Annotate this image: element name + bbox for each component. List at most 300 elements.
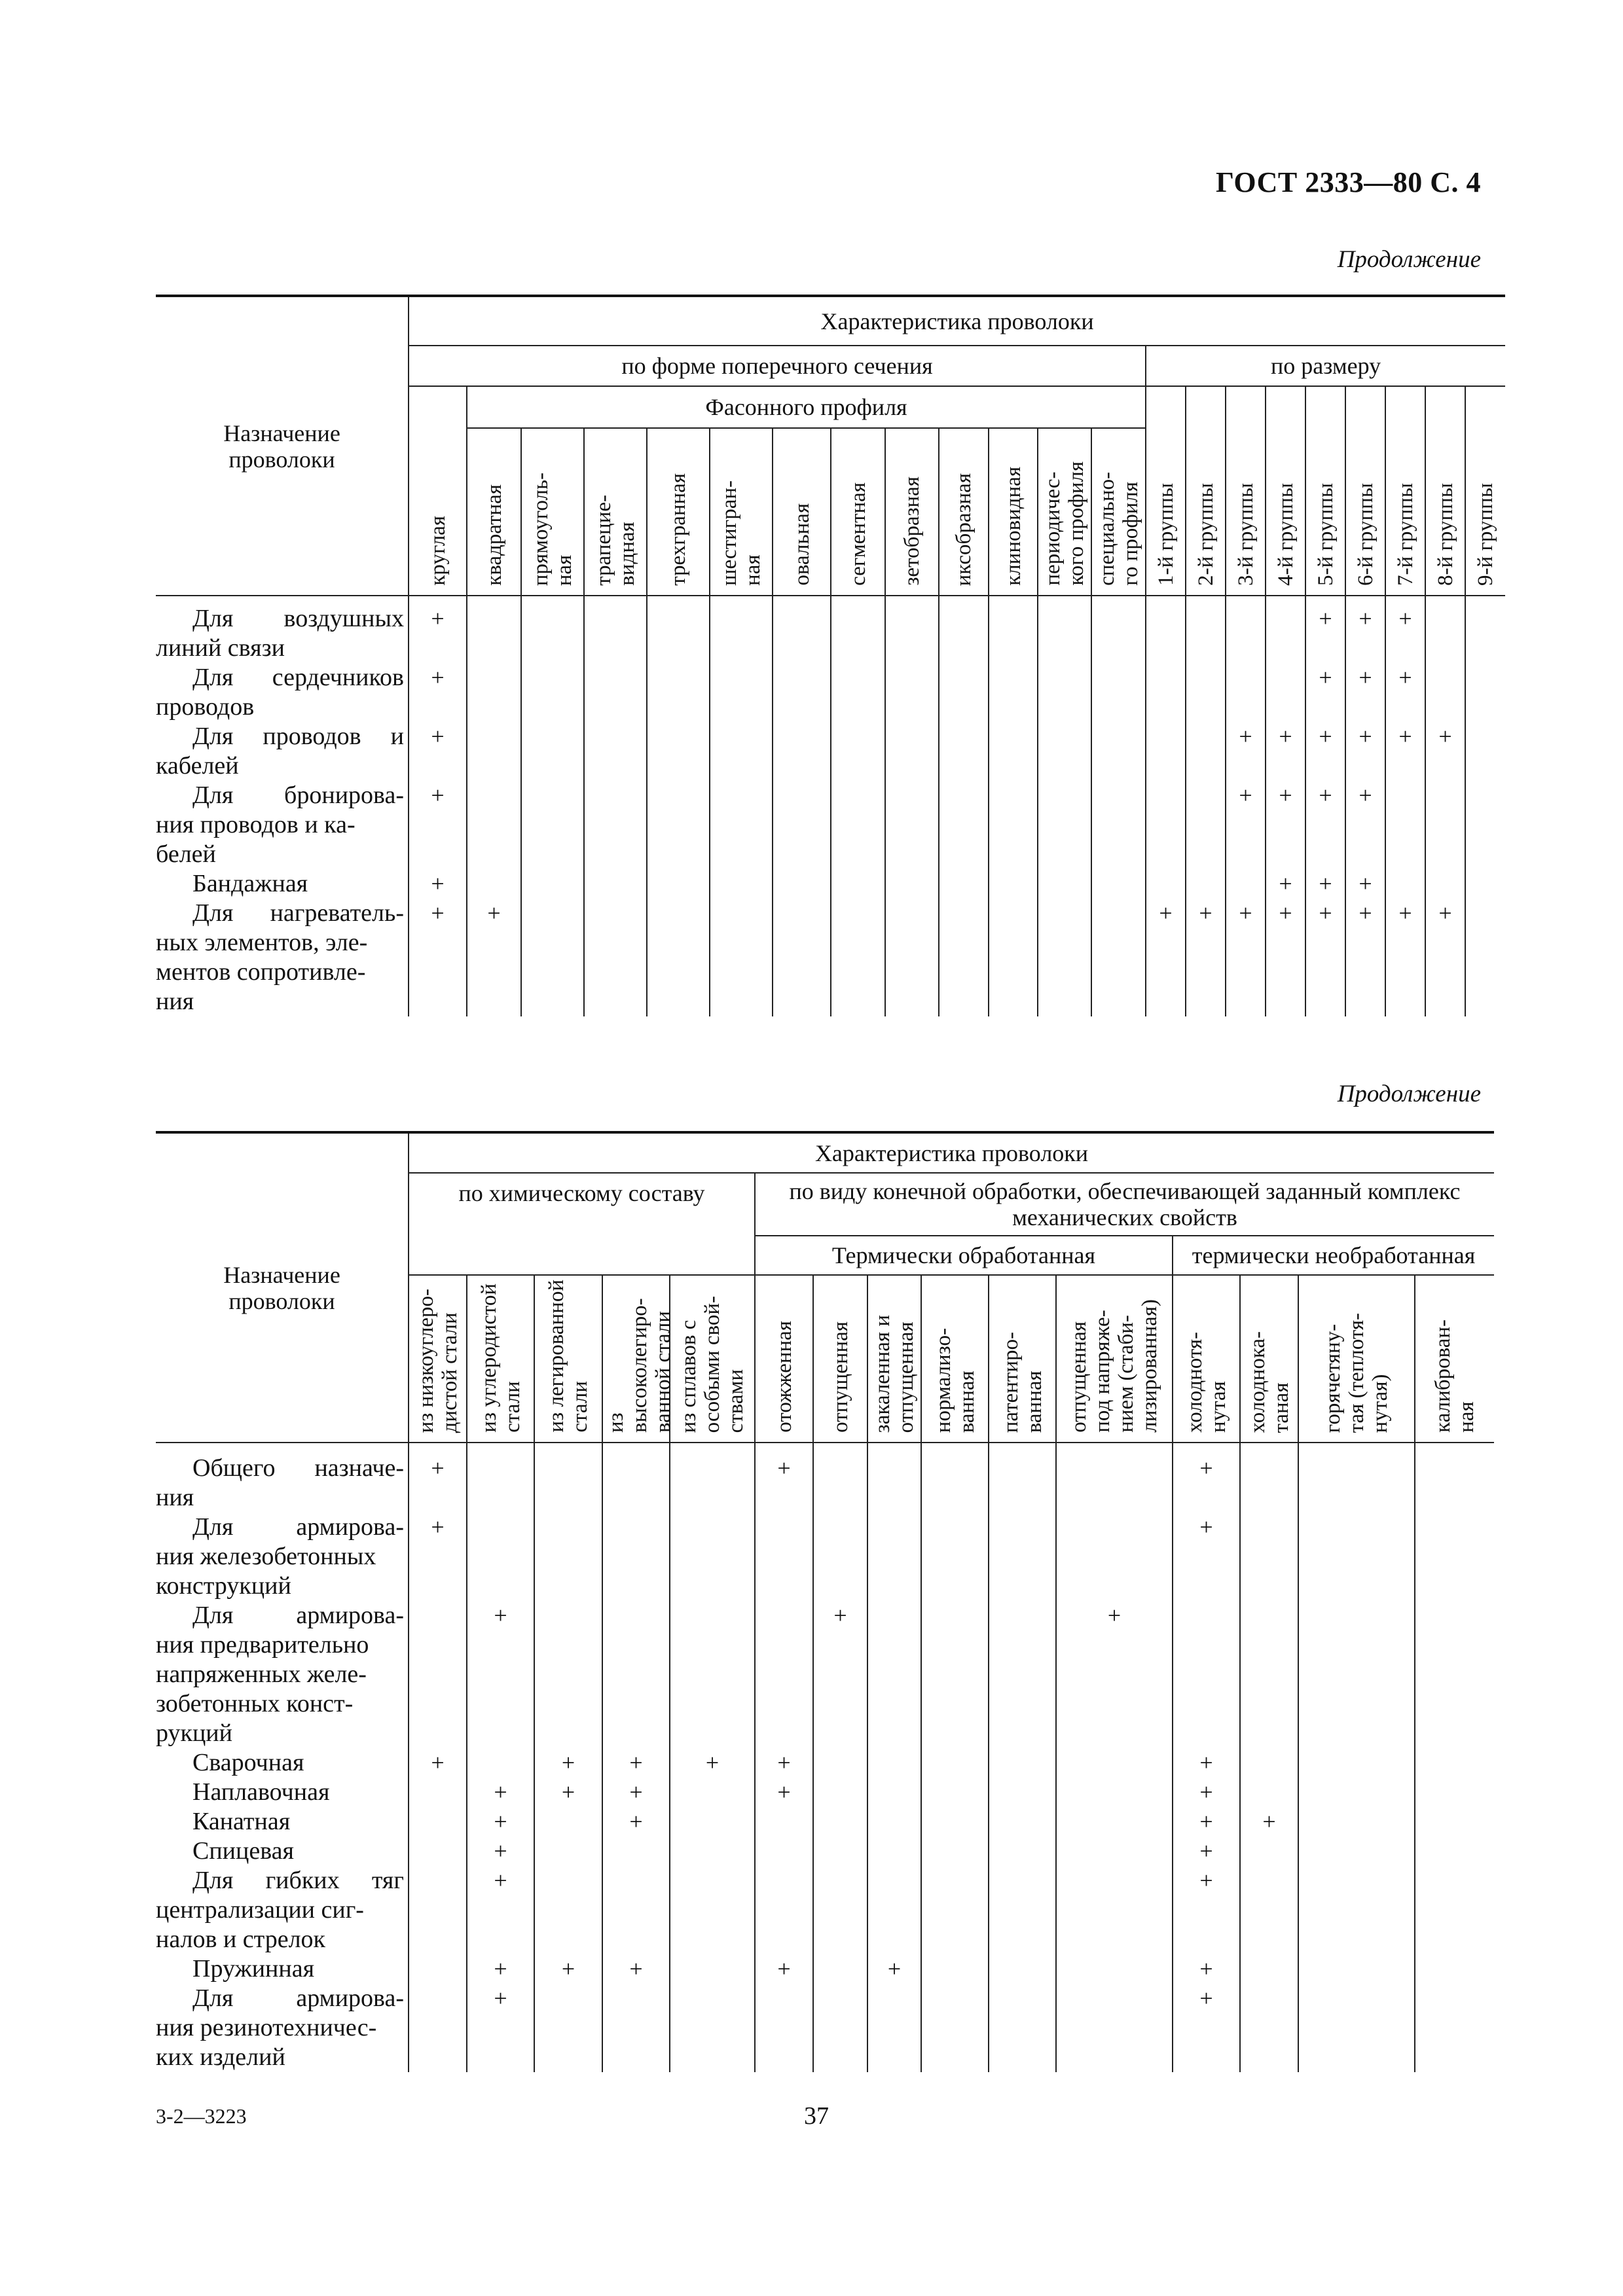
table-cell [1425, 663, 1465, 722]
plus-mark: + [1359, 605, 1372, 632]
plus-mark: + [1438, 900, 1452, 926]
table-cell [602, 1984, 670, 2072]
table-cell [1038, 596, 1091, 663]
table-cell [1056, 1778, 1173, 1807]
plus-mark: + [629, 1779, 643, 1805]
plus-mark: + [494, 1956, 507, 1982]
table-cell [710, 869, 773, 899]
plus-mark: + [1199, 1867, 1213, 1893]
table-cell [1465, 899, 1505, 1016]
table-cell [647, 899, 710, 1016]
plus-mark: + [1319, 723, 1332, 749]
plus-mark: + [1359, 664, 1372, 691]
table-row [156, 1807, 1494, 1837]
table-cell [831, 722, 885, 781]
column-header: иксобразная [939, 428, 989, 596]
column-header: 1-й группы [1146, 386, 1186, 596]
table-cell [1240, 1443, 1298, 1513]
row-label [156, 1748, 409, 1778]
table-cell [989, 1778, 1056, 1807]
plus-mark: + [777, 1455, 791, 1481]
column-header: 3-й группы [1226, 386, 1266, 596]
row-label-line: проводов [156, 693, 255, 721]
row-label-line: Канатная [192, 1808, 291, 1835]
page-number: 37 [804, 2102, 829, 2130]
table-cell [1415, 1984, 1494, 2072]
row-label [156, 1513, 409, 1601]
name-header: Назначение проволоки [156, 1132, 409, 1443]
plus-mark: + [1438, 723, 1452, 749]
name-header: Назначение проволоки [156, 296, 409, 596]
table-cell [1298, 1866, 1415, 1954]
table-cell [409, 1954, 467, 1984]
table-cell [755, 1837, 813, 1866]
table-row [156, 1513, 1494, 1601]
table-cell [467, 722, 521, 781]
row-label-line: ных элементов, эле- [156, 929, 368, 956]
column-header: 6-й группы [1345, 386, 1385, 596]
table-cell [1465, 596, 1505, 663]
row-label-line: Для армирова- [192, 1602, 404, 1629]
column-header: 7-й группы [1385, 386, 1425, 596]
table-cell [1240, 1866, 1298, 1954]
table-cell [885, 899, 939, 1016]
table-cell [1056, 1513, 1173, 1601]
row-label-line: ментов сопротивле- [156, 958, 366, 986]
table-cell [1226, 663, 1266, 722]
table-cell [755, 1748, 813, 1778]
table-cell [885, 663, 939, 722]
table-cell [1146, 722, 1186, 781]
row-label-line: Сварочная [192, 1749, 304, 1776]
table-cell [1146, 663, 1186, 722]
table-row [156, 1778, 1494, 1807]
row-label-line: конструкций [156, 1572, 291, 1600]
table-cell [1173, 1601, 1240, 1748]
table-cell [1385, 663, 1425, 722]
table-cell [710, 596, 773, 663]
table-cell [409, 1807, 467, 1837]
table-cell [813, 1807, 867, 1837]
table-cell [1266, 663, 1305, 722]
column-header: прямоуголь- ная [521, 428, 584, 596]
table-cell [1038, 869, 1091, 899]
table-cell [1226, 899, 1266, 1016]
plus-mark: + [1319, 782, 1332, 808]
table-cell [867, 1513, 921, 1601]
table-row [156, 1443, 1494, 1513]
table-cell [831, 663, 885, 722]
table-row [156, 869, 1505, 899]
plus-mark: + [494, 1838, 507, 1864]
table-cell [1056, 1837, 1173, 1866]
table-cell [1385, 596, 1425, 663]
table-cell [813, 1866, 867, 1954]
table-cell [1173, 1837, 1240, 1866]
row-label-line: Бандажная [192, 870, 308, 897]
subsection-fasonny-header: Фасонного профиля [467, 386, 1146, 428]
column-header: 8-й группы [1425, 386, 1465, 596]
plus-mark: + [1107, 1602, 1122, 1628]
row-label-line: рукций [156, 1719, 232, 1747]
table-cell [1465, 663, 1505, 722]
row-label [156, 1837, 409, 1866]
table-cell [584, 781, 647, 869]
row-label-line: Для бронирова- [192, 781, 404, 809]
table-cell [1173, 1443, 1240, 1513]
row-label [156, 663, 409, 722]
table-cell [409, 1601, 467, 1748]
table-cell [409, 722, 467, 781]
table-cell [409, 1778, 467, 1807]
table-cell [939, 663, 989, 722]
table-cell [602, 1748, 670, 1778]
table-cell [409, 1748, 467, 1778]
column-header: из углеродистой стали [467, 1275, 534, 1443]
plus-mark: + [431, 900, 445, 926]
table-cell [773, 722, 831, 781]
table-cell [813, 1443, 867, 1513]
table-cell [1345, 899, 1385, 1016]
table-cell [1056, 1807, 1173, 1837]
column-header: нормализо- ванная [921, 1275, 989, 1443]
table-cell [670, 1866, 755, 1954]
plus-mark: + [561, 1956, 575, 1982]
table-cell [1186, 663, 1226, 722]
table-cell [1298, 1807, 1415, 1837]
table-cell [921, 1807, 989, 1837]
subsection-noheat-header: термически необработанная [1173, 1236, 1494, 1275]
table-cell [813, 1601, 867, 1748]
table-cell [1298, 1443, 1415, 1513]
table-row [156, 1601, 1494, 1748]
table-cell [885, 596, 939, 663]
table-cell [1425, 781, 1465, 869]
plus-mark: + [1279, 900, 1292, 926]
table-cell [1240, 1601, 1298, 1748]
plus-mark: + [1199, 1838, 1213, 1864]
table-cell [1226, 869, 1266, 899]
table-cell [1266, 596, 1305, 663]
row-label-line: зобетонных конст- [156, 1690, 354, 1717]
table-cell [670, 1778, 755, 1807]
plus-mark: + [833, 1602, 847, 1628]
plus-mark: + [777, 1956, 791, 1982]
table-cell [409, 663, 467, 722]
row-label-line: ния [156, 988, 194, 1015]
table-cell [467, 663, 521, 722]
table-cell [1425, 596, 1465, 663]
table-cell [1345, 722, 1385, 781]
row-label [156, 1778, 409, 1807]
plus-mark: + [777, 1779, 791, 1805]
column-header: периодичес- кого профиля [1038, 428, 1091, 596]
plus-mark: + [1279, 870, 1292, 897]
column-header: отпущенная [813, 1275, 867, 1443]
table-cell [1266, 781, 1305, 869]
plus-mark: + [1319, 870, 1332, 897]
table-cell [1173, 1866, 1240, 1954]
table-cell [1345, 596, 1385, 663]
table-cell [467, 899, 521, 1016]
table-cell [1266, 899, 1305, 1016]
table-cell [602, 1601, 670, 1748]
table-cell [1173, 1748, 1240, 1778]
plus-mark: + [629, 1956, 643, 1982]
row-label-line: Наплавочная [192, 1778, 330, 1806]
group-header: Характеристика проволоки [409, 1132, 1494, 1173]
table-cell [773, 596, 831, 663]
table-cell [534, 1807, 602, 1837]
table-cell [1415, 1954, 1494, 1984]
column-header: специально- го профиля [1091, 428, 1146, 596]
table-cell [1091, 596, 1146, 663]
table-cell [409, 781, 467, 869]
column-header: круглая [409, 386, 467, 596]
table-cell [534, 1837, 602, 1866]
table-cell [534, 1748, 602, 1778]
table-cell [1305, 663, 1345, 722]
row-label-line: ких изделий [156, 2043, 285, 2071]
row-label-line: Общего назначе- [192, 1454, 404, 1482]
table-cell [939, 722, 989, 781]
table-cell [1186, 781, 1226, 869]
table-cell [521, 722, 584, 781]
column-header: холоднотя- нутая [1173, 1275, 1240, 1443]
table-cell [989, 1837, 1056, 1866]
table-row [156, 1984, 1494, 2072]
plus-mark: + [494, 1602, 507, 1628]
plus-mark: + [431, 605, 445, 632]
table-cell [409, 1443, 467, 1513]
table-cell [1415, 1513, 1494, 1601]
table1-body [156, 596, 1505, 1016]
column-header: горячетяну- тая (теплотя- нутая) [1298, 1275, 1415, 1443]
table-cell [670, 1807, 755, 1837]
plus-mark: + [561, 1749, 575, 1776]
table-cell [755, 1513, 813, 1601]
table-cell [1240, 1954, 1298, 1984]
plus-mark: + [1262, 1808, 1276, 1835]
table-cell [1305, 781, 1345, 869]
table-cell [1415, 1866, 1494, 1954]
row-label [156, 869, 409, 899]
table-cell [584, 596, 647, 663]
table-cell [1240, 1807, 1298, 1837]
table-cell [813, 1954, 867, 1984]
table-cell [755, 1866, 813, 1954]
table-cell [409, 869, 467, 899]
row-label-line: централизации сиг- [156, 1896, 364, 1924]
table-cell [467, 1984, 534, 2072]
column-header: из высоколегиро- ванной стали [602, 1275, 670, 1443]
row-label-line: напряженных желе- [156, 1660, 367, 1688]
row-label [156, 596, 409, 663]
table-cell [602, 1443, 670, 1513]
table-cell [831, 899, 885, 1016]
plus-mark: + [431, 870, 445, 897]
table-cell [467, 1443, 534, 1513]
table-cell [921, 1984, 989, 2072]
table-cell [1091, 663, 1146, 722]
table-cell [989, 722, 1038, 781]
column-header: клиновидная [989, 428, 1038, 596]
table-cell [584, 899, 647, 1016]
table-cell [1298, 1601, 1415, 1748]
table-cell [1305, 899, 1345, 1016]
table-cell [1226, 596, 1266, 663]
table-cell [602, 1778, 670, 1807]
table-cell [867, 1748, 921, 1778]
column-header: овальная [773, 428, 831, 596]
table-cell [885, 722, 939, 781]
table-cell [939, 899, 989, 1016]
table2-body [156, 1443, 1494, 2072]
row-label-line: линий связи [156, 634, 285, 662]
table-cell [813, 1837, 867, 1866]
table-cell [1056, 1954, 1173, 1984]
plus-mark: + [431, 664, 445, 691]
plus-mark: + [1398, 605, 1412, 632]
table-cell [409, 1837, 467, 1866]
table-cell [409, 1984, 467, 2072]
table-row [156, 781, 1505, 869]
row-label-line: Пружинная [192, 1955, 315, 1982]
table-cell [1146, 869, 1186, 899]
table-cell [1305, 722, 1345, 781]
table-cell [1298, 1984, 1415, 2072]
table-cell [1305, 596, 1345, 663]
table-cell [773, 781, 831, 869]
table-cell [1305, 869, 1345, 899]
table-cell [1038, 663, 1091, 722]
table-cell [1056, 1443, 1173, 1513]
row-label [156, 1807, 409, 1837]
table-cell [773, 869, 831, 899]
section-size-header: по размеру [1146, 346, 1505, 386]
plus-mark: + [1279, 723, 1292, 749]
table-cell [584, 663, 647, 722]
section-finish-header: по виду конечной обработки, обеспечивающей заданный комплекс механических свойств [755, 1173, 1494, 1236]
table-cell [467, 781, 521, 869]
table-cell [1056, 1866, 1173, 1954]
plus-mark: + [1199, 1985, 1213, 2011]
plus-mark: + [1279, 782, 1292, 808]
table-cell [1240, 1748, 1298, 1778]
table-cell [1173, 1954, 1240, 1984]
plus-mark: + [1398, 723, 1412, 749]
footer-code: 3-2—3223 [156, 2104, 247, 2128]
table-cell [939, 781, 989, 869]
table-cell [813, 1748, 867, 1778]
plus-mark: + [494, 1985, 507, 2011]
table-row [156, 1866, 1494, 1954]
table-cell [1425, 899, 1465, 1016]
table-cell [1186, 899, 1226, 1016]
table-cell [921, 1866, 989, 1954]
plus-mark: + [431, 1514, 445, 1540]
table-cell [584, 722, 647, 781]
row-label-line: Для сердечников [192, 664, 404, 691]
row-label [156, 1601, 409, 1748]
table-cell [670, 1984, 755, 2072]
table-cell [1186, 869, 1226, 899]
table-cell [521, 869, 584, 899]
table-cell [989, 1954, 1056, 1984]
row-label-line: ния [156, 1484, 194, 1511]
table-cell [939, 869, 989, 899]
continuation-label-1: Продолжение [1337, 246, 1481, 273]
table-cell [1056, 1601, 1173, 1748]
continuation-label-2: Продолжение [1337, 1081, 1481, 1107]
table-cell [670, 1748, 755, 1778]
group-header: Характеристика проволоки [409, 296, 1505, 346]
table-cell [521, 663, 584, 722]
table-cell [755, 1984, 813, 2072]
table-row [156, 596, 1505, 663]
plus-mark: + [431, 782, 445, 808]
column-header: из легированной стали [534, 1275, 602, 1443]
plus-mark: + [887, 1956, 902, 1982]
table-cell [534, 1984, 602, 2072]
plus-mark: + [1199, 1749, 1213, 1776]
table-cell [602, 1866, 670, 1954]
table-cell [867, 1837, 921, 1866]
table-cell [1240, 1984, 1298, 2072]
table-cell [1186, 722, 1226, 781]
row-label-line: Спицевая [192, 1837, 295, 1865]
table-cell [1056, 1984, 1173, 2072]
table-cell [467, 1513, 534, 1601]
table-cell [921, 1748, 989, 1778]
row-label-line: кабелей [156, 752, 239, 780]
table-cell [867, 1984, 921, 2072]
table-cell [710, 899, 773, 1016]
table-cell [921, 1954, 989, 1984]
row-label-line: ния железобетонных [156, 1543, 376, 1570]
table-cell [885, 869, 939, 899]
plus-mark: + [1199, 900, 1213, 926]
table-cell [1266, 722, 1305, 781]
table-cell [1173, 1513, 1240, 1601]
table-cell [467, 1954, 534, 1984]
row-label-line: ния резинотехничес- [156, 2014, 377, 2041]
table-cell [1415, 1601, 1494, 1748]
plus-mark: + [705, 1749, 720, 1776]
table-cell [1385, 869, 1425, 899]
table-cell [1240, 1837, 1298, 1866]
column-header: закаленная и отпущенная [867, 1275, 921, 1443]
column-header: патентиро- ванная [989, 1275, 1056, 1443]
table-cell [813, 1984, 867, 2072]
table-cell [1345, 781, 1385, 869]
table-cell [831, 596, 885, 663]
table-cell [989, 1443, 1056, 1513]
table-cell [1056, 1748, 1173, 1778]
table-row [156, 1748, 1494, 1778]
table-cell [921, 1778, 989, 1807]
table-cell [1091, 722, 1146, 781]
row-label-line: Для армирова- [192, 1984, 404, 2012]
plus-mark: + [1239, 723, 1252, 749]
plus-mark: + [1359, 723, 1372, 749]
plus-mark: + [1159, 900, 1173, 926]
wire-shape-size-table [156, 295, 1505, 1016]
table-cell [773, 899, 831, 1016]
wire-composition-finish-table [156, 1131, 1494, 2072]
table-cell [467, 869, 521, 899]
plus-mark: + [1199, 1455, 1213, 1481]
